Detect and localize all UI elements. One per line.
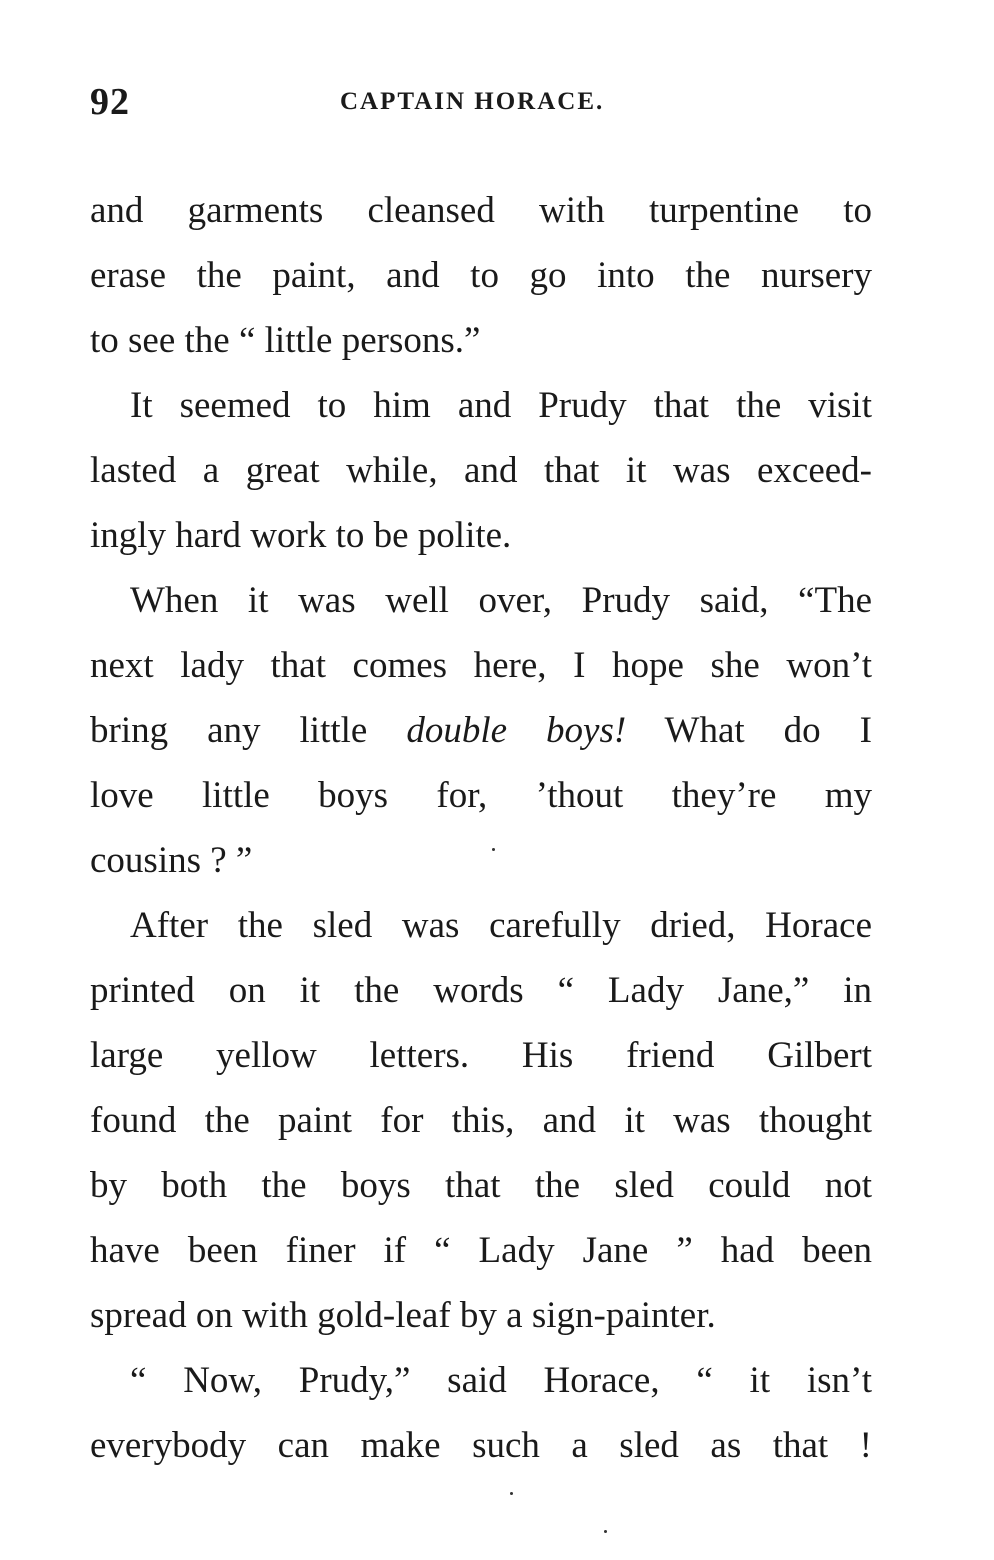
page-header xyxy=(90,80,880,130)
print-speck xyxy=(604,1530,607,1533)
text-line: spread on with gold-leaf by a sign-painter. xyxy=(90,1295,716,1336)
italic-fragment: double boys! xyxy=(406,710,627,751)
body-text xyxy=(90,178,872,1478)
print-speck xyxy=(510,1492,513,1495)
text-line: After the sled was carefully dried, Horace xyxy=(130,905,872,946)
text-line: and garments cleansed with turpentine to xyxy=(90,190,872,231)
text-line-mixed xyxy=(90,698,872,763)
text-line: lasted a great while, and that it was exceed- xyxy=(90,450,872,491)
text-line: everybody can make such a sled as that ! xyxy=(90,1425,872,1466)
text-line: It seemed to him and Prudy that the visit xyxy=(130,385,872,426)
text-line: ingly hard work to be polite. xyxy=(90,515,512,556)
page-number: 92 xyxy=(90,81,130,123)
text-fragment: bring any little xyxy=(90,710,368,751)
text-line: When it was well over, Prudy said, “The xyxy=(130,580,872,621)
text-line: erase the paint, and to go into the nursery xyxy=(90,255,872,296)
text-line: by both the boys that the sled could not xyxy=(90,1165,872,1206)
text-line: found the paint for this, and it was thought xyxy=(90,1100,872,1141)
text-line: “ Now, Prudy,” said Horace, “ it isn’t xyxy=(130,1360,872,1401)
text-line: to see the “ little persons.” xyxy=(90,320,481,361)
text-fragment: What do I xyxy=(664,710,872,751)
text-line: love little boys for, ’thout they’re my xyxy=(90,775,872,816)
text-line: next lady that comes here, I hope she won’t xyxy=(90,645,872,686)
running-head: CAPTAIN HORACE. xyxy=(340,88,605,115)
text-line: cousins ? ” xyxy=(90,840,253,881)
text-line: printed on it the words “ Lady Jane,” in xyxy=(90,970,872,1011)
text-line: large yellow letters. His friend Gilbert xyxy=(90,1035,872,1076)
print-speck xyxy=(492,848,495,851)
text-line: have been finer if “ Lady Jane ” had been xyxy=(90,1230,872,1271)
